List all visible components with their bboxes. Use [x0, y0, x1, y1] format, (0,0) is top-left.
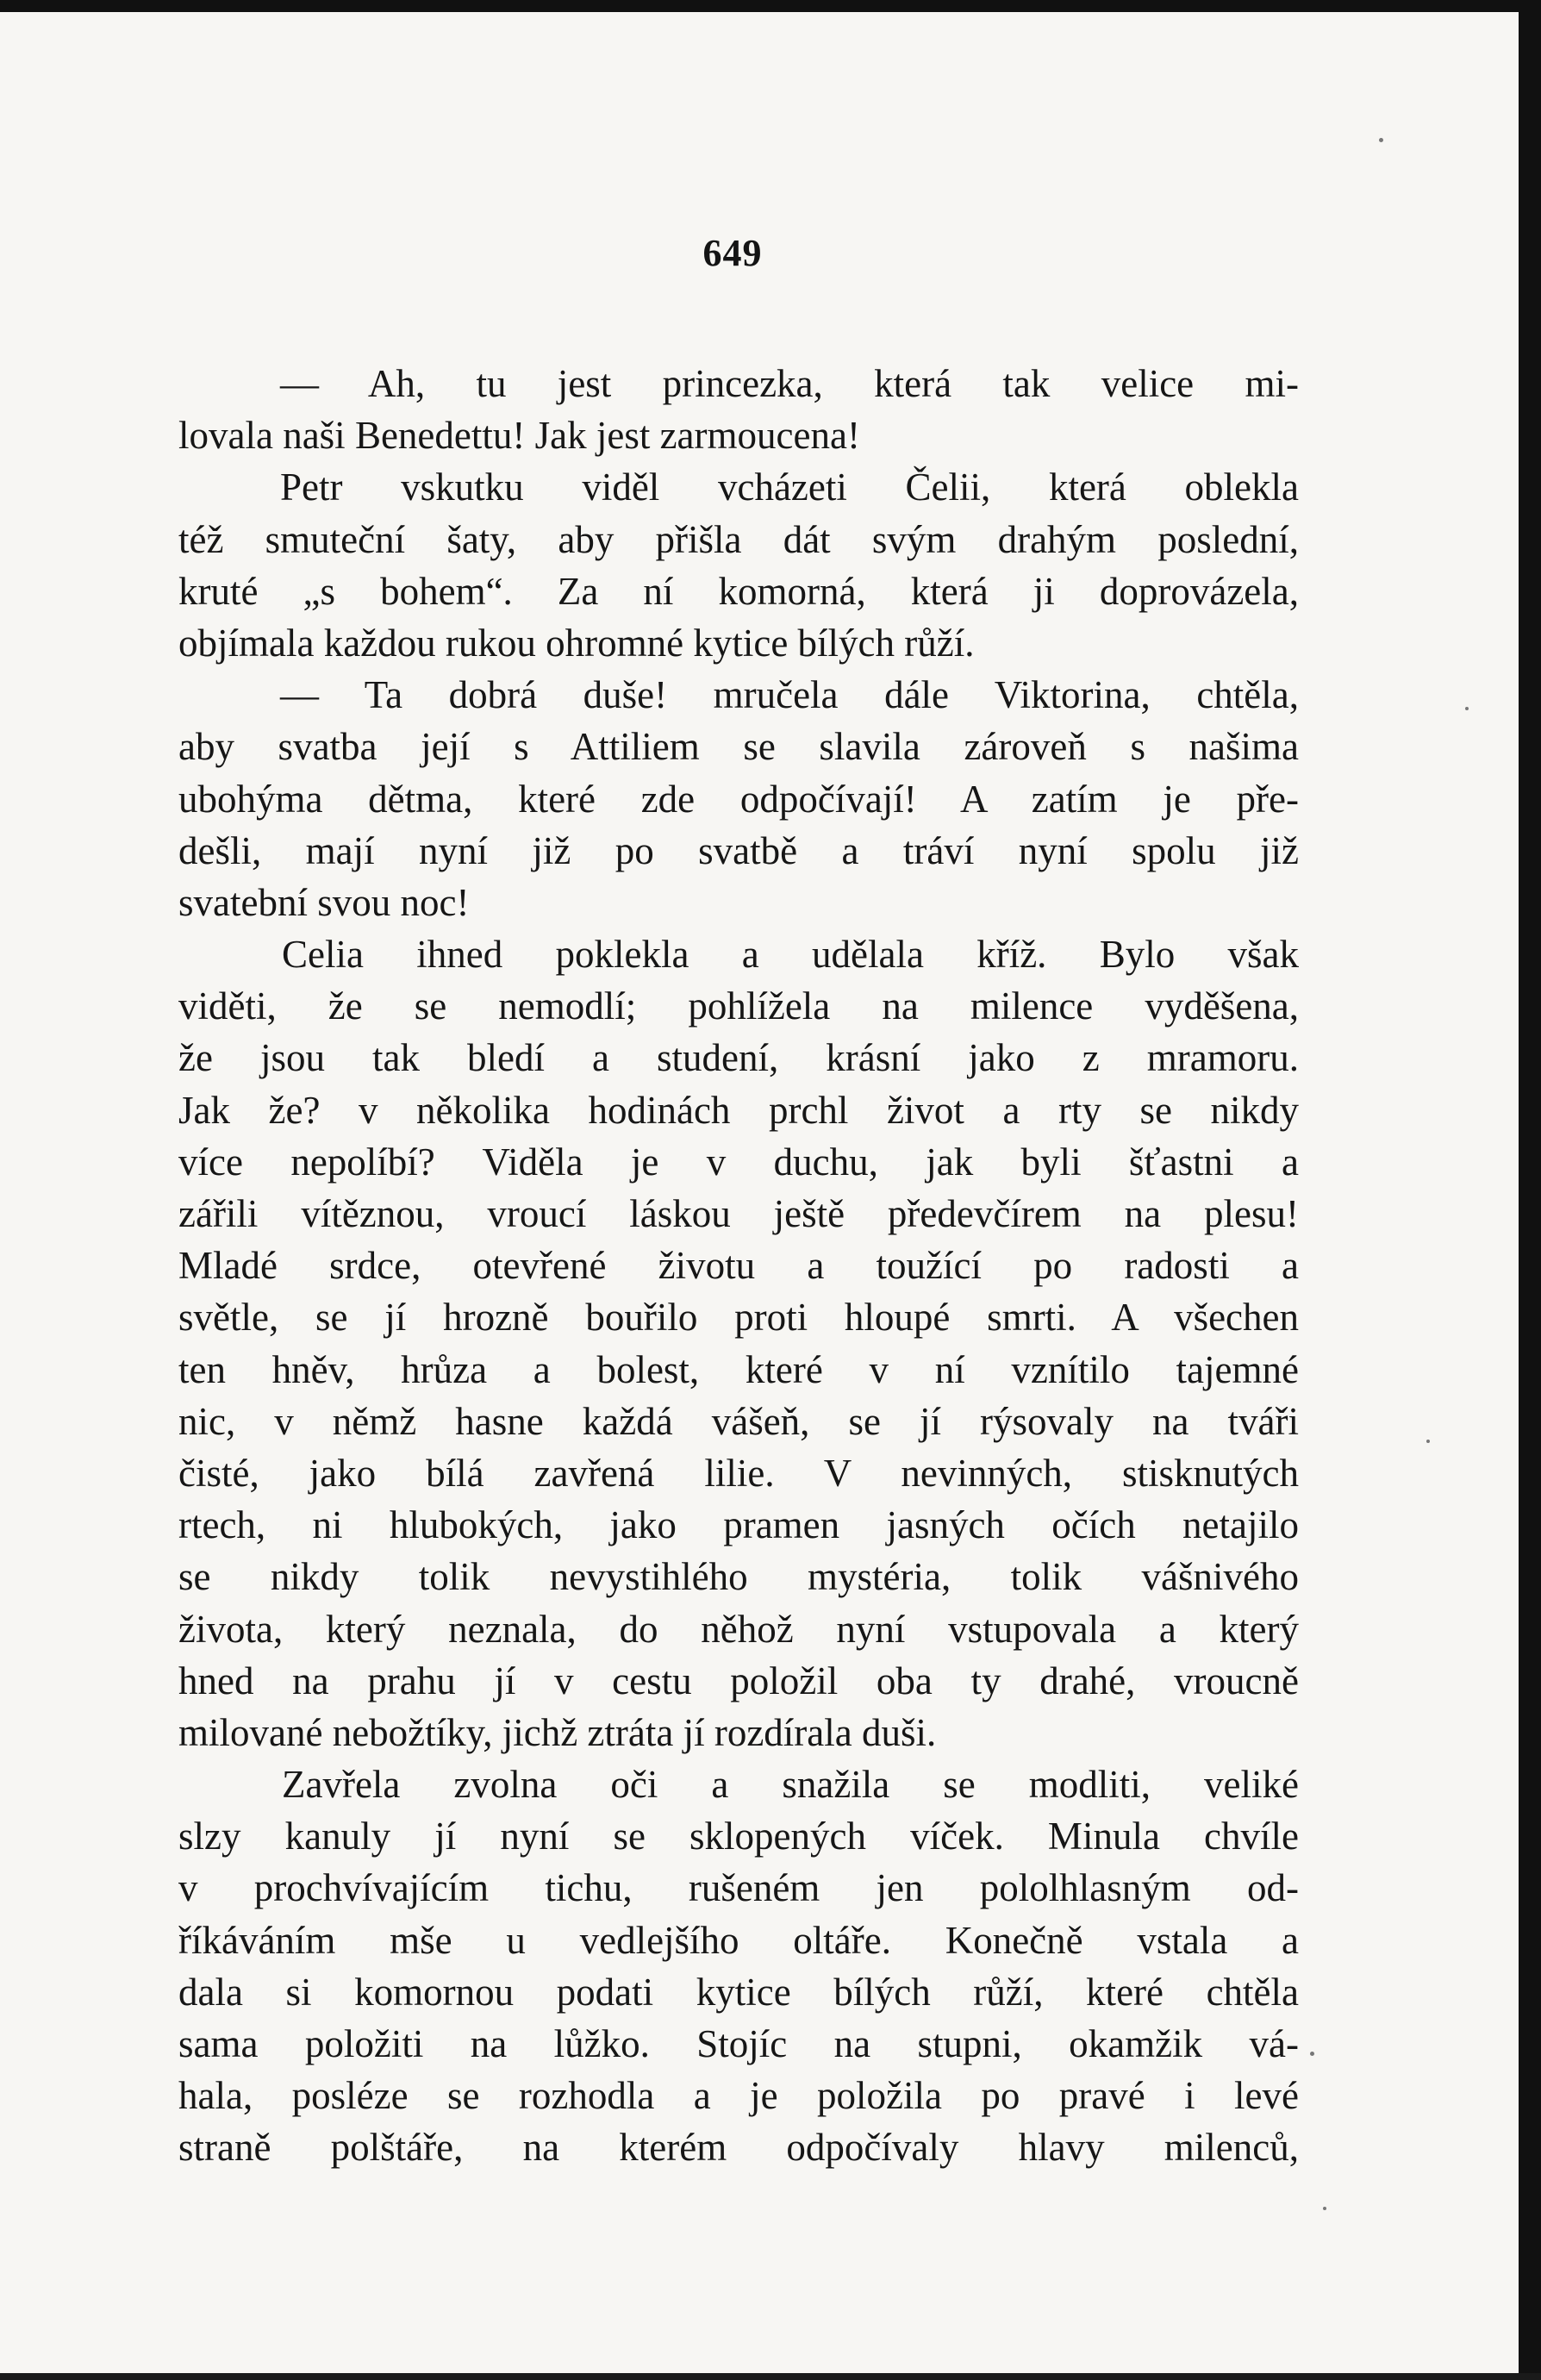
- text-line: — Ta dobrá duše! mručela dále Viktorina, chtěla,: [280, 673, 1299, 717]
- text-line: se nikdy tolik nevystihlého mystéria, tolik vášnivého: [178, 1555, 1299, 1599]
- text-line: říkáváním mše u vedlejšího oltáře. Konečně vstala a: [178, 1918, 1299, 1962]
- text-line: též smuteční šaty, aby přišla dát svým drahým poslední,: [178, 517, 1299, 561]
- text-line: dala si komornou podati kytice bílých růží, které chtěla: [178, 1970, 1299, 2014]
- text-line: ten hněv, hrůza a bolest, které v ní vznítilo tajemné: [178, 1347, 1299, 1391]
- text-line: světle, se jí hrozně bouřilo proti hloupé smrti. A všechen: [178, 1296, 1299, 1340]
- text-line: viděti, že se nemodlí; pohlížela na milence vyděšena,: [178, 984, 1299, 1028]
- scan-speck: [1323, 2207, 1326, 2210]
- scan-speck: [1426, 1440, 1430, 1443]
- text-line: hned na prahu jí v cestu položil oba ty drahé, vroucně: [178, 1659, 1299, 1702]
- text-line: dešli, mají nyní již po svatbě a tráví nyní spolu již: [178, 828, 1299, 872]
- text-line: v prochvívajícím tichu, rušeném jen pololhlasným od-: [178, 1866, 1299, 1910]
- text-line: čisté, jako bílá zavřená lilie. V nevinných, stisknutých: [178, 1451, 1299, 1495]
- text-line: svatební svou noc!: [178, 880, 470, 924]
- text-line: Mladé srdce, otevřené životu a toužící po radosti a: [178, 1244, 1299, 1288]
- scan-speck: [1379, 138, 1383, 142]
- scan-edge-bottom: [0, 2373, 1541, 2380]
- body-text: [178, 358, 1299, 2174]
- text-line: nic, v němž hasne každá vášeň, se jí rýsovaly na tváři: [178, 1399, 1299, 1443]
- text-line: aby svatba její s Attiliem se slavila zároveň s našima: [178, 725, 1299, 769]
- text-line: života, který neznala, do něhož nyní vstupovala a který: [178, 1607, 1299, 1651]
- text-line: lovala naši Benedettu! Jak jest zarmoucena!: [178, 414, 860, 458]
- text-line: Zavřela zvolna oči a snažila se modliti, veliké: [282, 1763, 1299, 1807]
- text-line: ubohýma dětma, které zde odpočívají! A zatím je pře-: [178, 777, 1299, 821]
- text-line: zářili vítěznou, vroucí láskou ještě předevčírem na plesu!: [178, 1192, 1299, 1235]
- text-line: slzy kanuly jí nyní se sklopených víček. Minula chvíle: [178, 1815, 1299, 1858]
- text-line: hala, posléze se rozhodla a je položila po pravé i levé: [178, 2074, 1299, 2118]
- text-line: více nepolíbí? Viděla je v duchu, jak byli šťastni a: [178, 1140, 1299, 1184]
- text-line: objímala každou rukou ohromné kytice bílých růží.: [178, 621, 975, 665]
- text-line: Petr vskutku viděl vcházeti Čelii, která oblekla: [280, 465, 1299, 509]
- text-line: kruté „s bohem“. Za ní komorná, která ji doprovázela,: [178, 569, 1299, 613]
- scan-edge-top: [0, 0, 1541, 12]
- scan-speck: [1465, 707, 1469, 710]
- text-line: že jsou tak bledí a studení, krásní jako z mramoru.: [178, 1036, 1299, 1080]
- text-line: Celia ihned poklekla a udělala kříž. Bylo však: [282, 933, 1299, 977]
- scan-edge-right: [1519, 0, 1541, 2380]
- text-line: straně polštáře, na kterém odpočívaly hlavy milenců,: [178, 2126, 1299, 2170]
- text-line: rtech, ni hlubokých, jako pramen jasných očích netajilo: [178, 1503, 1299, 1547]
- text-line: milované nebožtíky, jichž ztráta jí rozdírala duši.: [178, 1710, 937, 1754]
- scan-speck: [1310, 2052, 1314, 2056]
- text-line: — Ah, tu jest princezka, která tak velice mi-: [280, 362, 1299, 405]
- page-number: 649: [702, 232, 763, 274]
- text-line: Jak že? v několika hodinách prchl život a rty se nikdy: [178, 1088, 1299, 1132]
- text-line: sama položiti na lůžko. Stojíc na stupni, okamžik vá-: [178, 2022, 1299, 2065]
